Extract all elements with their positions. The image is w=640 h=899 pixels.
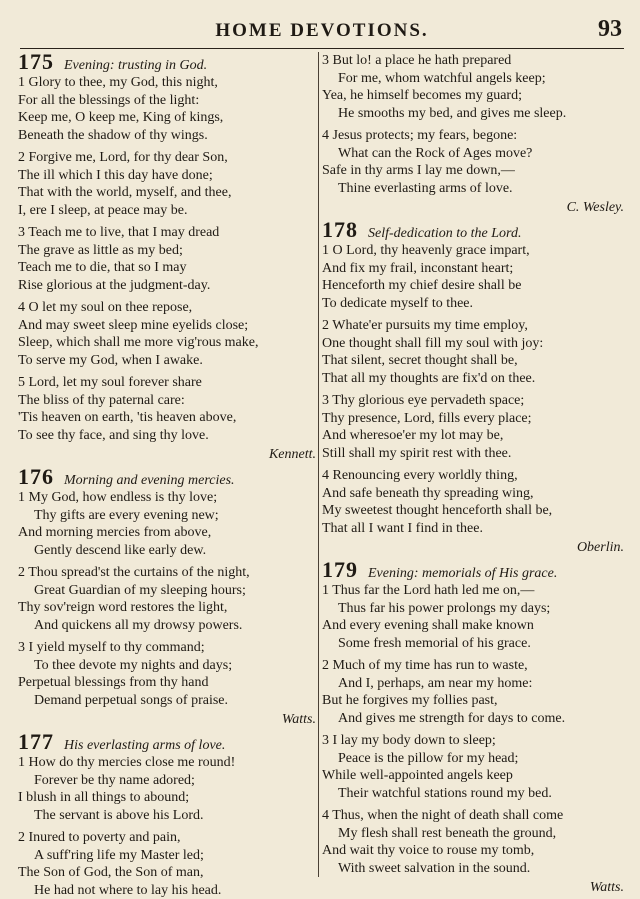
verse-line: Some fresh memorial of his grace. xyxy=(322,635,624,653)
verse-line: 3 I lay my body down to sleep; xyxy=(322,732,624,750)
verse-line: 1 Glory to thee, my God, this night, xyxy=(18,74,316,92)
verse-line: Thy presence, Lord, fills every place; xyxy=(322,410,624,428)
running-title: HOME DEVOTIONS. xyxy=(20,20,624,42)
verse-line: And every evening shall make known xyxy=(322,617,624,635)
verse-line: Their watchful stations round my bed. xyxy=(322,785,624,803)
verse xyxy=(322,392,624,462)
verse xyxy=(18,299,316,369)
verse xyxy=(322,732,624,802)
verse-line: And fix my frail, inconstant heart; xyxy=(322,260,624,278)
verse-line: To see thy face, and sing thy love. xyxy=(18,427,316,445)
verse-line: For all the blessings of the light: xyxy=(18,92,316,110)
verse-line: And gives me strength for days to come. xyxy=(322,710,624,728)
verse-line: Still shall my spirit rest with thee. xyxy=(322,445,624,463)
verse-line: 2 Forgive me, Lord, for thy dear Son, xyxy=(18,149,316,167)
verse-line: Rise glorious at the judgment-day. xyxy=(18,277,316,295)
verse-line: 2 Whate'er pursuits my time employ, xyxy=(322,317,624,335)
verse-line: 3 Thy glorious eye pervadeth space; xyxy=(322,392,624,410)
verse-line: And wheresoe'er my lot may be, xyxy=(322,427,624,445)
verse-line: Safe in thy arms I lay me down,— xyxy=(322,162,624,180)
verse-line: 4 Renouncing every worldly thing, xyxy=(322,467,624,485)
verse-line: And wait thy voice to rouse my tomb, xyxy=(322,842,624,860)
hymn-number: 175 xyxy=(18,52,54,72)
verse-line: 1 My God, how endless is thy love; xyxy=(18,489,316,507)
verse xyxy=(18,754,316,824)
verse-line: Henceforth my chief desire shall be xyxy=(322,277,624,295)
hymn-heading xyxy=(322,560,624,582)
verse-line: The Son of God, the Son of man, xyxy=(18,864,316,882)
verse-line: 2 Thou spread'st the curtains of the night, xyxy=(18,564,316,582)
verse-line: My flesh shall rest beneath the ground, xyxy=(322,825,624,843)
verse xyxy=(18,489,316,559)
verse-line: He had not where to lay his head. xyxy=(18,882,316,899)
verse xyxy=(322,657,624,727)
verse xyxy=(18,149,316,219)
verse-line: 3 But lo! a place he hath prepared xyxy=(322,52,624,70)
hymn-title: Evening: memorials of His grace. xyxy=(368,564,557,584)
verse xyxy=(18,374,316,444)
verse xyxy=(322,467,624,537)
verse-line: The bliss of thy paternal care: xyxy=(18,392,316,410)
verse xyxy=(18,224,316,294)
hymn xyxy=(18,732,316,899)
verse-line: And morning mercies from above, xyxy=(18,524,316,542)
verse-line: 4 Thus, when the night of death shall come xyxy=(322,807,624,825)
verse-line: Keep me, O keep me, King of kings, xyxy=(18,109,316,127)
verse-line: 3 I yield myself to thy command; xyxy=(18,639,316,657)
verse-line: That silent, secret thought shall be, xyxy=(322,352,624,370)
verse-line: Great Guardian of my sleeping hours; xyxy=(18,582,316,600)
verse-line: 5 Lord, let my soul forever share xyxy=(18,374,316,392)
verse-line: Perpetual blessings from thy hand xyxy=(18,674,316,692)
verse-line: 1 O Lord, thy heavenly grace impart, xyxy=(322,242,624,260)
verse xyxy=(322,127,624,197)
hymn-number: 176 xyxy=(18,467,54,487)
hymn-author: Watts. xyxy=(18,711,316,728)
hymn-author: Watts. xyxy=(322,879,624,896)
verse-line: One thought shall fill my soul with joy: xyxy=(322,335,624,353)
hymn-heading xyxy=(18,467,316,489)
verse-line: What can the Rock of Ages move? xyxy=(322,145,624,163)
hymn-heading xyxy=(18,732,316,754)
hymn-number: 179 xyxy=(322,560,358,580)
verse-line: That all my thoughts are fix'd on thee. xyxy=(322,370,624,388)
verse-line: Beneath the shadow of thy wings. xyxy=(18,127,316,145)
hymn-number: 178 xyxy=(322,220,358,240)
verse-line: 4 O let my soul on thee repose, xyxy=(18,299,316,317)
verse-line: Forever be thy name adored; xyxy=(18,772,316,790)
verse-line: 2 Inured to poverty and pain, xyxy=(18,829,316,847)
verse-line: To thee devote my nights and days; xyxy=(18,657,316,675)
verse xyxy=(322,317,624,387)
verse-line: While well-appointed angels keep xyxy=(322,767,624,785)
verse-line: That with the world, myself, and thee, xyxy=(18,184,316,202)
verse-line: And quickens all my drowsy powers. xyxy=(18,617,316,635)
hymn-author: Kennett. xyxy=(18,446,316,463)
verse-line: 'Tis heaven on earth, 'tis heaven above, xyxy=(18,409,316,427)
left-column xyxy=(18,52,316,879)
verse-line: 4 Jesus protects; my fears, begone: xyxy=(322,127,624,145)
hymn-title: Morning and evening mercies. xyxy=(64,471,235,491)
verse-line: 1 How do thy mercies close me round! xyxy=(18,754,316,772)
verse-line: He smooths my bed, and gives me sleep. xyxy=(322,105,624,123)
verse-line: I blush in all things to abound; xyxy=(18,789,316,807)
verse-line: And safe beneath thy spreading wing, xyxy=(322,485,624,503)
hymn-number: 177 xyxy=(18,732,54,752)
right-column xyxy=(322,52,624,879)
verse xyxy=(322,807,624,877)
verse-line: I, ere I sleep, at peace may be. xyxy=(18,202,316,220)
verse-line: With sweet salvation in the sound. xyxy=(322,860,624,878)
verse-line: Thine everlasting arms of love. xyxy=(322,180,624,198)
verse-line: Thus far his power prolongs my days; xyxy=(322,600,624,618)
verse-line: But he forgives my follies past, xyxy=(322,692,624,710)
verse-line: To serve my God, when I awake. xyxy=(18,352,316,370)
verse-line: The ill which I this day have done; xyxy=(18,167,316,185)
verse xyxy=(18,829,316,899)
verse-line: Teach me to die, that so I may xyxy=(18,259,316,277)
verse-line: For me, whom watchful angels keep; xyxy=(322,70,624,88)
hymn-heading xyxy=(18,52,316,74)
hymn-title: Evening: trusting in God. xyxy=(64,56,207,76)
verse-line: 1 Thus far the Lord hath led me on,— xyxy=(322,582,624,600)
verse xyxy=(322,52,624,122)
verse-line: 2 Much of my time has run to waste, xyxy=(322,657,624,675)
verse-line: Demand perpetual songs of praise. xyxy=(18,692,316,710)
hymn-author: C. Wesley. xyxy=(322,199,624,216)
verse xyxy=(18,639,316,709)
verse-line: Thy sov'reign word restores the light, xyxy=(18,599,316,617)
hymn-title: His everlasting arms of love. xyxy=(64,736,225,756)
verse-line: And I, perhaps, am near my home: xyxy=(322,675,624,693)
verse xyxy=(18,564,316,634)
verse-line: Gently descend like early dew. xyxy=(18,542,316,560)
verse-line: And may sweet sleep mine eyelids close; xyxy=(18,317,316,335)
hymn-heading xyxy=(322,220,624,242)
hymn xyxy=(322,52,624,216)
column-divider xyxy=(318,52,319,877)
verse-line: Peace is the pillow for my head; xyxy=(322,750,624,768)
page-number: 93 xyxy=(598,16,622,43)
verse xyxy=(322,582,624,652)
verse-line: Sleep, which shall me more vig'rous make, xyxy=(18,334,316,352)
verse xyxy=(322,242,624,312)
verse-line: Thy gifts are every evening new; xyxy=(18,507,316,525)
hymn xyxy=(18,467,316,728)
verse-line: A suff'ring life my Master led; xyxy=(18,847,316,865)
verse-line: Yea, he himself becomes my guard; xyxy=(322,87,624,105)
verse-line: To dedicate myself to thee. xyxy=(322,295,624,313)
verse-line: The grave as little as my bed; xyxy=(18,242,316,260)
hymn xyxy=(322,220,624,556)
verse-line: That all I want I find in thee. xyxy=(322,520,624,538)
hymn-author: Oberlin. xyxy=(322,539,624,556)
page-header xyxy=(20,18,624,49)
verse-line: My sweetest thought henceforth shall be, xyxy=(322,502,624,520)
hymn xyxy=(18,52,316,463)
verse-line: 3 Teach me to live, that I may dread xyxy=(18,224,316,242)
hymn-title: Self-dedication to the Lord. xyxy=(368,224,521,244)
hymn xyxy=(322,560,624,896)
verse-line: The servant is above his Lord. xyxy=(18,807,316,825)
verse xyxy=(18,74,316,144)
